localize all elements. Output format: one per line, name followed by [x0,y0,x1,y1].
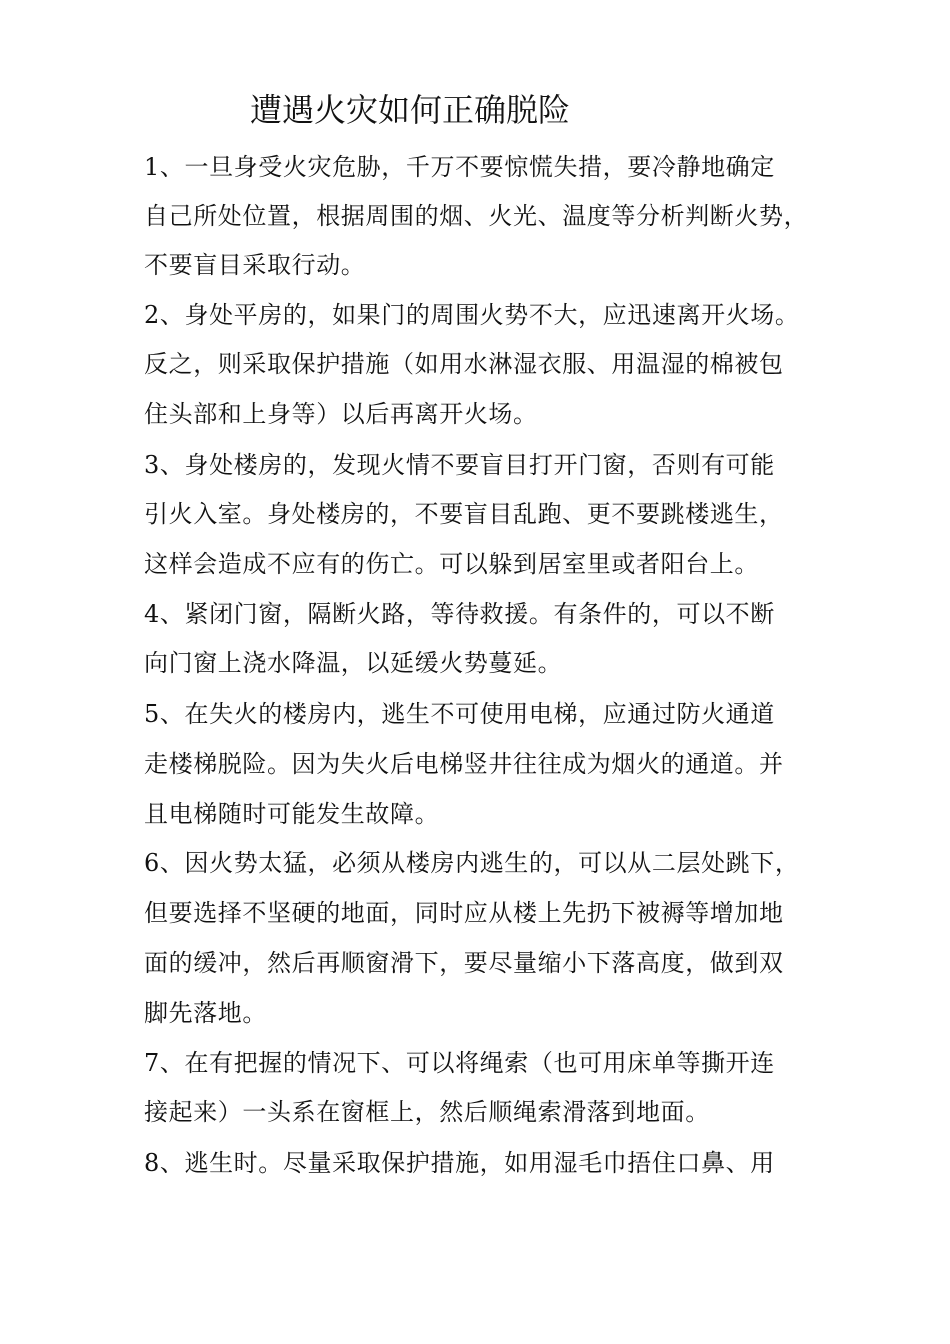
text-line: 1、一旦身受火灾危胁，千万不要惊慌失措，要冷静地确定 [144,153,775,181]
text-line: 这样会造成不应有的伤亡。可以躲到居室里或者阳台上。 [144,550,759,578]
text-line: 住头部和上身等）以后再离开火场。 [144,400,538,428]
text-line: 面的缓冲，然后再顺窗滑下，要尽量缩小下落高度，做到双 [144,949,784,977]
text-line: 走楼梯脱险。因为失火后电梯竖井往往成为烟火的通道。并 [144,750,784,778]
text-line: 但要选择不坚硬的地面，同时应从楼上先扔下被褥等增加地 [144,899,784,927]
text-line: 向门窗上浇水降温，以延缓火势蔓延。 [144,649,563,677]
text-line: 7、在有把握的情况下、可以将绳索（也可用床单等撕开连 [144,1049,775,1077]
text-line: 不要盲目采取行动。 [144,251,366,279]
text-line: 接起来）一头系在窗框上，然后顺绳索滑落到地面。 [144,1098,710,1126]
text-line: 反之，则采取保护措施（如用水淋湿衣服、用温湿的棉被包 [144,350,784,378]
text-line: 自己所处位置，根据周围的烟、火光、温度等分析判断火势， [144,202,809,230]
text-line: 6、因火势太猛，必须从楼房内逃生的，可以从二层处跳下， [144,849,800,877]
text-line: 8、逃生时。尽量采取保护措施，如用湿毛巾捂住口鼻、用 [144,1149,775,1177]
text-line: 且电梯随时可能发生故障。 [144,800,440,828]
text-line: 脚先落地。 [144,999,267,1027]
text-line: 5、在失火的楼房内，逃生不可使用电梯，应通过防火通道 [144,700,775,728]
text-line: 引火入室。身处楼房的，不要盲目乱跑、更不要跳楼逃生， [144,500,784,528]
text-line: 2、身处平房的，如果门的周围火势不大，应迅速离开火场。 [144,301,800,329]
text-line: 4、紧闭门窗，隔断火路，等待救援。有条件的，可以不断 [144,600,775,628]
document-title: 遭遇火灾如何正确脱险 [250,91,571,129]
text-line: 3、身处楼房的，发现火情不要盲目打开门窗，否则有可能 [144,451,775,479]
